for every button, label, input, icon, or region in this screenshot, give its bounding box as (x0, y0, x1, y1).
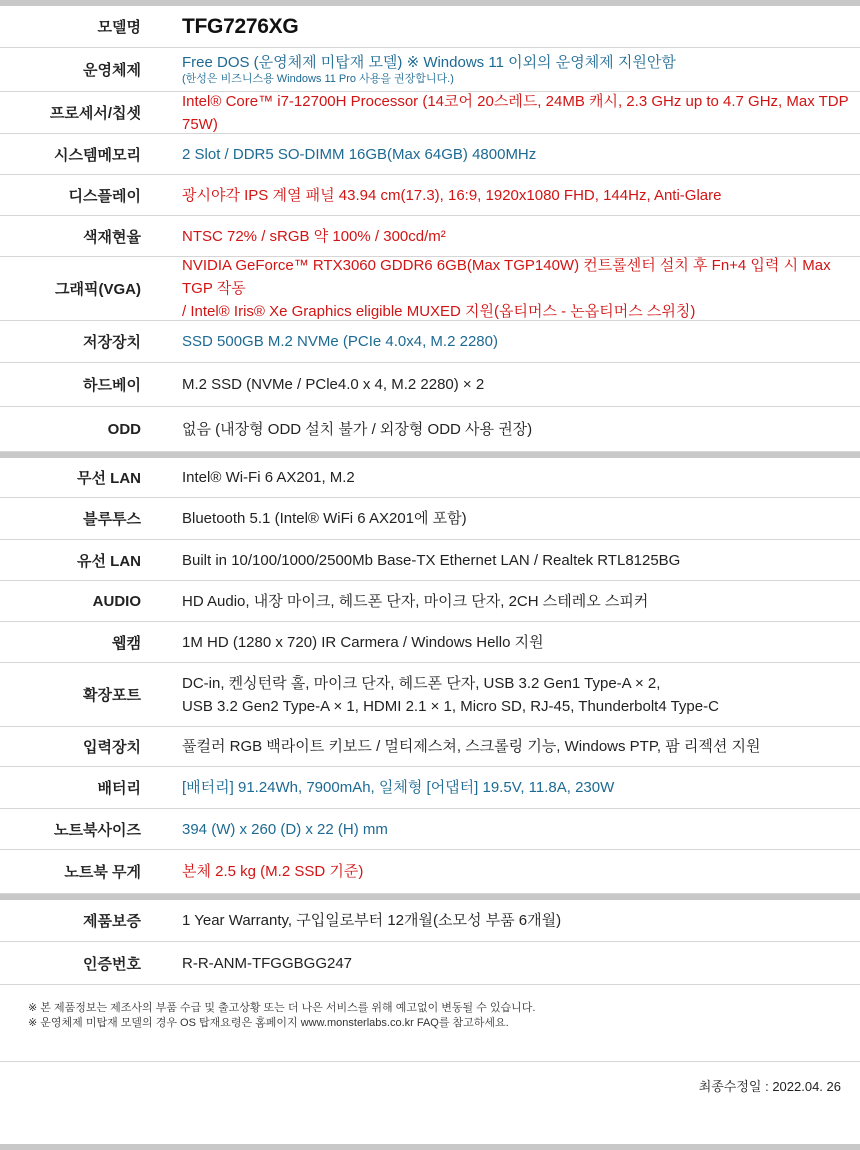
spec-value-line: R-R-ANM-TFGGBGG247 (182, 954, 353, 972)
spec-label: 운영체제 (83, 62, 141, 79)
spec-row (0, 581, 860, 622)
spec-row (0, 92, 860, 134)
spec-value (141, 860, 363, 883)
spec-label: 프로세서/칩셋 (49, 105, 141, 122)
spec-value (141, 507, 467, 530)
spec-row (0, 458, 860, 498)
spec-label: 디스플레이 (68, 187, 141, 205)
disclaimer-notes (0, 985, 860, 1062)
spec-row (0, 321, 860, 363)
spec-value-line: Intel® Core™ i7-12700H Processor (14코어 20스레드, 24MB 캐시, 2.3 GHz up to 4.7 GHz, Max TDP 75W) (182, 92, 849, 133)
spec-value (141, 184, 721, 207)
spec-row (0, 767, 860, 809)
spec-value (141, 90, 860, 136)
spec-label: 배터리 (97, 780, 141, 797)
spec-value-subnote: (한성은 비즈니스용 Windows 11 Pro 사용을 권장합니다.) (182, 72, 454, 85)
spec-value-line: / Intel® Iris® Xe Graphics eligible MUXED 지원(옵티머스 - 논옵티머스 스위칭) (182, 303, 696, 320)
spec-row (0, 663, 860, 727)
spec-value-line: M.2 SSD (NVMe / PCle4.0 x 4, M.2 2280) × 2 (182, 376, 485, 393)
last-updated-date: 최종수정일 : 2022.04. 26 (698, 1079, 841, 1094)
spec-value (141, 631, 544, 654)
spec-value-line: 풀컬러 RGB 백라이트 키보드 / 멀티제스쳐, 스크롤링 기능, Windows PTP, 팜 리젝션 지원 (182, 738, 761, 755)
spec-label: 무선 LAN (77, 470, 141, 487)
spec-value (141, 466, 355, 489)
spec-value-line: DC-in, 켄싱턴락 홀, 마이크 단자, 헤드폰 단자, USB 3.2 Gen1 Type-A × 2, (182, 674, 661, 692)
spec-label: 입력장치 (83, 739, 141, 756)
spec-row (0, 942, 860, 985)
spec-value-line: Built in 10/100/1000/2500Mb Base-TX Ethernet LAN / Realtek RTL8125BG (182, 551, 681, 569)
spec-value (141, 776, 614, 799)
spec-row (0, 407, 860, 452)
spec-value-line: SSD 500GB M.2 NVMe (PCIe 4.0x4, M.2 2280) (182, 333, 498, 350)
spec-label: 웹캠 (112, 634, 141, 652)
spec-row (0, 257, 860, 321)
spec-value-line: HD Audio, 내장 마이크, 헤드폰 단자, 마이크 단자, 2CH 스테레오 스피커 (182, 592, 649, 610)
spec-label: 노트북 무게 (64, 864, 141, 881)
spec-value-line: 본체 2.5 kg (M.2 SSD 기준) (182, 863, 364, 880)
spec-value (141, 549, 680, 572)
spec-section-connectivity (0, 458, 860, 894)
spec-value (141, 225, 446, 248)
spec-value (141, 373, 484, 396)
spec-value-line: 1 Year Warranty, 구입일로부터 12개월(소모성 부품 6개월) (182, 912, 562, 929)
spec-row-model (0, 6, 860, 48)
spec-value-line: [배터리] 91.24Wh, 7900mAh, 일체형 [어댑터] 19.5V, 11.8A, 230W (182, 779, 615, 796)
spec-label: 색재현율 (83, 228, 141, 246)
spec-label: 모델명 (97, 19, 141, 36)
spec-row (0, 809, 860, 850)
spec-value-line: Intel® Wi-Fi 6 AX201, M.2 (182, 469, 355, 486)
spec-value (141, 54, 676, 86)
spec-value-line: 2 Slot / DDR5 SO-DIMM 16GB(Max 64GB) 4800MHz (182, 145, 537, 163)
spec-value (141, 909, 561, 932)
spec-row (0, 900, 860, 942)
spec-value (141, 143, 536, 166)
spec-row (0, 216, 860, 257)
spec-label: 유선 LAN (77, 552, 141, 570)
spec-label: 그래픽(VGA) (55, 281, 141, 298)
spec-value (141, 818, 388, 841)
spec-label: 시스템메모리 (54, 146, 141, 164)
spec-row (0, 134, 860, 175)
spec-value-line: NVIDIA GeForce™ RTX3060 GDDR6 6GB(Max TGP140W) 컨트롤센터 설치 후 Fn+4 입력 시 Max TGP 작동 (182, 257, 831, 297)
spec-label: 인증번호 (83, 955, 141, 973)
spec-label: 하드베이 (83, 377, 141, 394)
note-line: ※ 운영체제 미탑재 모델의 경우 OS 탑재요령은 홈페이지 www.monsterlabs.co.kr FAQ를 참고하세요. (28, 1017, 509, 1029)
spec-label: 노트북사이즈 (54, 821, 141, 839)
spec-value-line: 1M HD (1280 x 720) IR Carmera / Windows Hello 지원 (182, 633, 544, 651)
spec-value-line: NTSC 72% / sRGB 약 100% / 300cd/m² (182, 227, 446, 245)
spec-value (141, 672, 719, 718)
spec-row (0, 622, 860, 663)
bottom-divider (0, 1144, 860, 1150)
spec-label: AUDIO (92, 592, 141, 610)
spec-value (141, 952, 352, 975)
spec-value-line: 광시야각 IPS 계열 패널 43.94 cm(17.3), 16:9, 1920x1080 FHD, 144Hz, Anti-Glare (182, 186, 722, 204)
spec-row (0, 175, 860, 216)
spec-value-line: Bluetooth 5.1 (Intel® WiFi 6 AX201에 포함) (182, 510, 467, 527)
spec-row (0, 540, 860, 581)
spec-row (0, 727, 860, 767)
spec-value (141, 254, 860, 323)
spec-value-line: USB 3.2 Gen2 Type-A × 1, HDMI 2.1 × 1, Micro SD, RJ-45, Thunderbolt4 Type-C (182, 697, 719, 715)
note-line: ※ 본 제품정보는 제조사의 부품 수급 및 출고상황 또는 더 나은 서비스를 위해 예고없이 변동될 수 있습니다. (28, 1002, 536, 1014)
spec-row (0, 48, 860, 92)
spec-section-core (0, 48, 860, 452)
model-name: TFG7276XG (182, 15, 299, 38)
spec-row (0, 363, 860, 407)
spec-label: 확장포트 (83, 687, 141, 704)
spec-value (141, 418, 532, 441)
spec-value-line: 394 (W) x 260 (D) x 22 (H) mm (182, 820, 388, 838)
spec-row (0, 498, 860, 540)
spec-section-warranty (0, 900, 860, 985)
spec-label: ODD (107, 420, 141, 438)
spec-value (141, 330, 498, 353)
spec-value (141, 735, 761, 758)
spec-value-line: Free DOS (운영체제 미탑재 모델) ※ Windows 11 이외의 운영체제 지원안함 (182, 53, 676, 71)
spec-value (141, 590, 648, 613)
spec-row (0, 850, 860, 894)
spec-label: 블루투스 (83, 511, 141, 528)
spec-label: 저장장치 (83, 334, 141, 351)
spec-value-line: 없음 (내장형 ODD 설치 불가 / 외장형 ODD 사용 권장) (182, 420, 533, 438)
spec-label: 제품보증 (83, 913, 141, 930)
